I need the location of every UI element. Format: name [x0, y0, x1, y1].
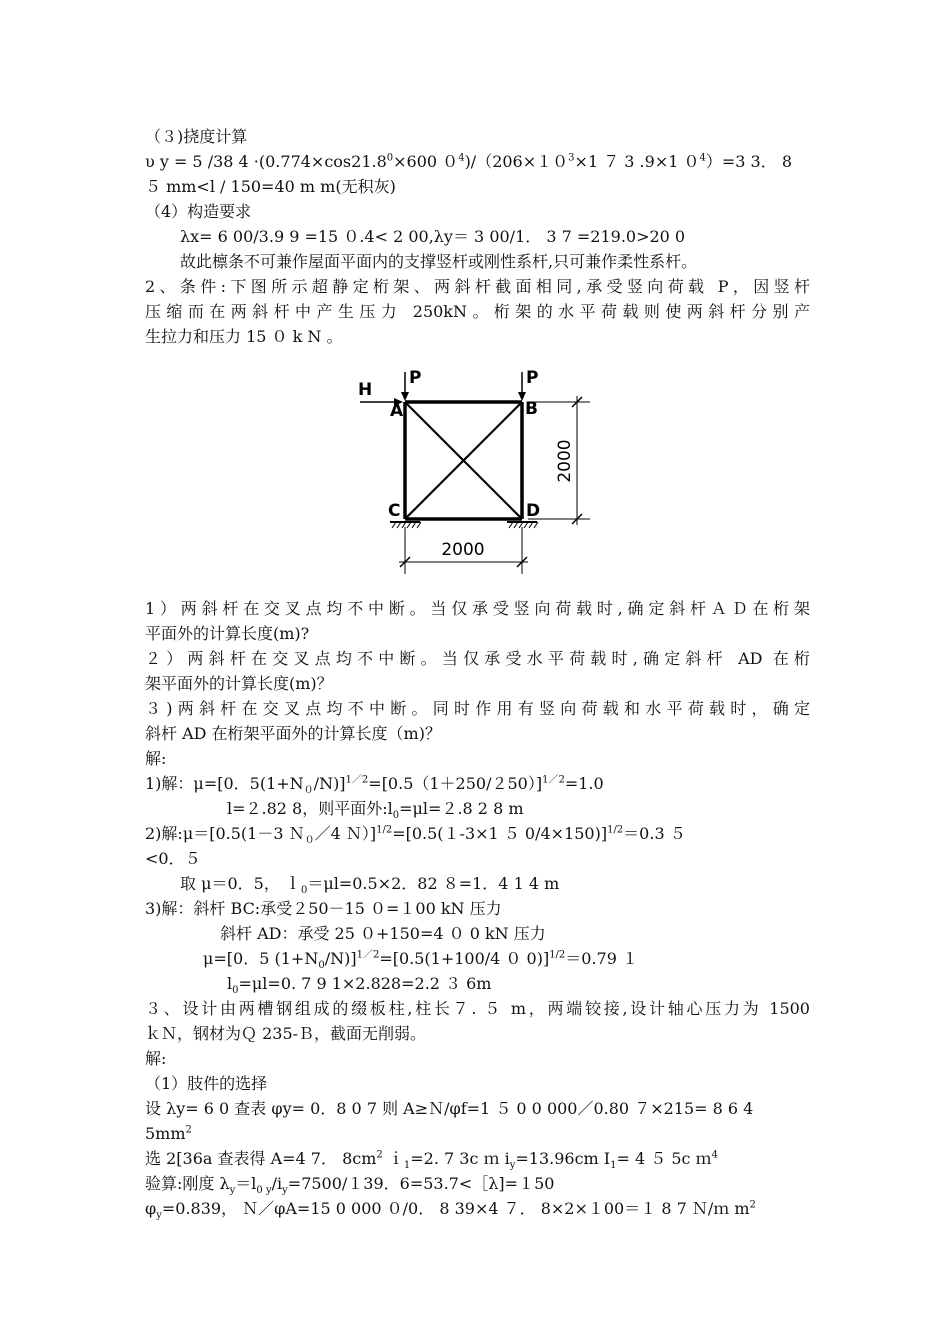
answer-2-length: 取 μ＝0．5， ｌ$_0$＝μl=0.5×2．82 ８=1．4 1 4 m	[180, 874, 560, 897]
answer-1-length: l=２.82 8，则平面外$:l_0=\mu l=2.8$ 2 8 m	[227, 799, 524, 822]
answer-1-mu: 1)解：μ=[0．$5(1+N_0/N)]^{1/2}=[0.5(1+250/250)]^{1/2}=1.0$	[145, 774, 604, 797]
solution-label: 解:	[145, 749, 167, 768]
heading-member-selection: （1）肢件的选择	[145, 1074, 268, 1093]
solution-label-3: 解:	[145, 1049, 167, 1068]
deflection-formula: υ y = 5 /38 $4 \cdot(0.774\times\cos 21.8^0\times 600$ $0^4)/(206\times 10^3\times 1$ ７ 3 .9×1 $0^4)=3$ 3． 8	[145, 152, 792, 171]
problem-2-line-3: 生拉力和压力 15 ０ k N 。	[145, 327, 343, 346]
question-2-line-2: 架平面外的计算长度(m)？	[145, 674, 333, 693]
question-1-line-2: 平面外的计算长度(m)?	[145, 624, 310, 643]
problem-3-line-1: ３、设计由两槽钢组成的缀板柱,柱长７. ５ m，两端铰接,设计轴心压力为 1500	[145, 999, 810, 1018]
problem-2-line-2: 压缩而在两斜杆中产生压力 250kN。桁架的水平荷载则使两斜杆分别产	[145, 302, 810, 321]
deflection-result: ５ mm<l / 150=40 m m(无积灰)	[145, 177, 396, 196]
answer-3-ad: 斜杆 AD：承受 25 ０+150=4 ０ 0 kN 压力	[220, 924, 546, 943]
dimension-width: 2000	[441, 540, 485, 560]
stiffness-check: 验算:刚度 $\lambda_y=l_{0 y}/i_y=7500/139$．6=53.7<［λ]=１50	[145, 1174, 555, 1197]
heading-deflection: （３)挠度计算	[145, 127, 248, 146]
load-p-left: P	[409, 368, 422, 388]
question-2-line-1: ２）两斜杆在交叉点均不中断。当仅承受水平荷载时,确定斜杆 AD 在桁	[145, 649, 810, 668]
load-h: H	[358, 380, 373, 400]
truss-diagram	[350, 362, 610, 577]
question-3-line-2: 斜杆 AD 在桁架平面外的计算长度（m)？	[145, 724, 441, 743]
section-selection: 选 2[36a 查表得 A=4 7． $8cm^2$ ｉ$_1$=2. 7 3c ｍ $i_y=13.96cm$ $I_1= 4$ ５ 5c ｍ$^4$	[145, 1149, 718, 1172]
node-d-label: D	[526, 501, 541, 521]
answer-3-mu: μ=[0．5 $(1+N_0/N)]^{1/2}=[0.5(1+100/4$ ０ 0)]$^{1/2}$＝0.79 １	[203, 949, 638, 972]
question-1-line-1: 1）两斜杆在交叉点均不中断。当仅承受竖向荷载时,确定斜杆ＡＤ在桁架	[145, 599, 810, 618]
heading-detailing: （4）构造要求	[145, 202, 252, 221]
question-3-line-1: ３)两斜杆在交叉点均不中断。同时作用有竖向荷载和水平荷载时，确定	[145, 699, 810, 718]
problem-2-line-1: 2、条件:下图所示超静定桁架、两斜杆截面相同,承受竖向荷载 P，因竖杆	[145, 277, 810, 296]
node-b-label: B	[525, 399, 538, 419]
purlin-conclusion: 故此檩条不可兼作屋面平面内的支撑竖杆或刚性系杆,只可兼作柔性系杆。	[180, 252, 698, 271]
answer-3-length: $l_0=\mu l=0$. 7 9 1×2.828=2.2 ３ 6m	[227, 974, 492, 997]
answer-2-limit: <0．５	[145, 849, 201, 868]
area-requirement: 设 λy= 6 0 查表 φy= 0．8 0 7 则 A≥Ｎ/φf=1 ５ 0 0 000／0.80 ７×215= 8 6 4	[145, 1099, 754, 1118]
node-a-label: A	[390, 401, 404, 421]
answer-2-mu: 2)解:μ＝[0.5(1－3 Ｎ$_0$／4 Ｎ）]$^{1/2}$=[0.5(１-3×1 ５ 0/4×150)]$^{1/2}$＝0.3 ５	[145, 824, 686, 847]
dimension-height: 2000	[555, 439, 575, 483]
node-c-label: C	[388, 501, 401, 521]
area-requirement-cont: $5mm^2$	[145, 1124, 192, 1143]
slenderness-formula: λx= 6 00/3.9 9 =15 ０.4< 2 00,λy＝ 3 00/1． 3 7 =219.0>20 0	[180, 227, 686, 246]
answer-3-bc: 3)解：斜杆 BC:承受２50－15 ０=１00 kN 压力	[145, 899, 502, 918]
load-p-right: P	[526, 368, 539, 388]
problem-3-line-2: ｋＮ，钢材为Ｑ 235-Ｂ，截面无削弱。	[145, 1024, 427, 1043]
stress-check: $\varphi_y=0.839$， Ｎ／φA=15 0 000 ０/0． 8 39×4 ７． 8×2×１00＝１ 8 7 Ｎ/ｍ $m^2$	[145, 1199, 756, 1222]
